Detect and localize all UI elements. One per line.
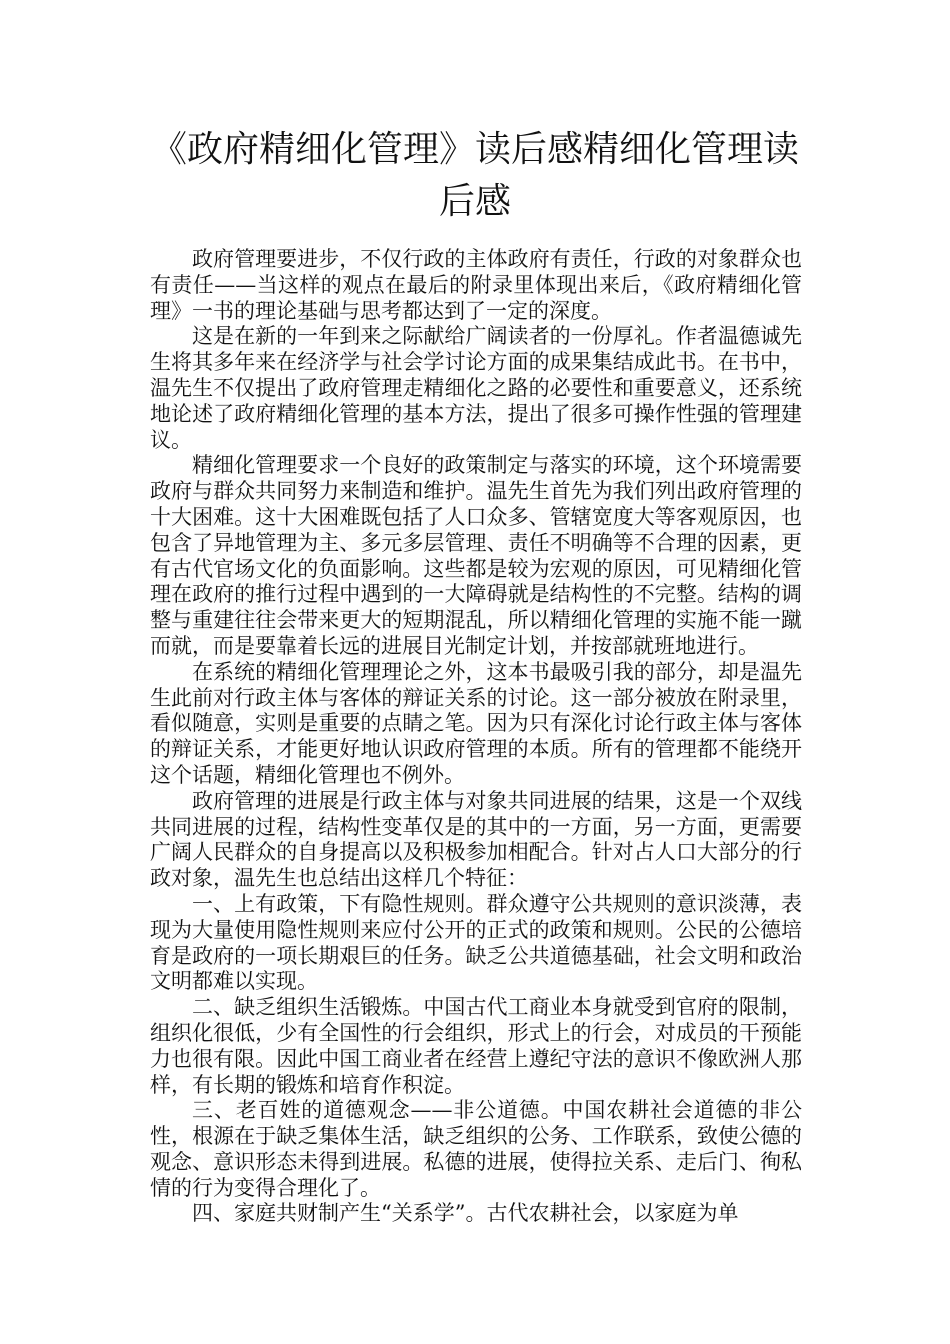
paragraph: 二、缺乏组织生活锻炼。中国古代工商业本身就受到官府的限制，组织化很低，少有全国性的行会组织，形式上的行会，对成员的干预能力也很有限。因此中国工商业者在经营上遵纪守法的意识不像欧洲人那样，有长期的锻炼和培育作积淀。 <box>150 995 802 1097</box>
paragraph: 政府管理要进步，不仅行政的主体政府有责任，行政的对象群众也有责任——当这样的观点在最后的附录里体现出来后，《政府精细化管理》一书的理论基础与思考都达到了一定的深度。 <box>150 247 802 323</box>
paragraph: 精细化管理要求一个良好的政策制定与落实的环境，这个环境需要政府与群众共同努力来制造和维护。温先生首先为我们列出政府管理的十大困难。这十大困难既包括了人口众多、管辖宽度大等客观原因，也包含了异地管理为主、多元多层管理、责任不明确等不合理的因素，更有古代官场文化的负面影响。这些都是较为宏观的原因，可见精细化管理在政府的推行过程中遇到的一大障碍就是结构性的不完整。结构的调整与重建往往会带来更大的短期混乱，所以精细化管理的实施不能一蹴而就，而是要靠着长远的进展目光制定计划，并按部就班地进行。 <box>150 453 802 658</box>
paragraph: 三、老百姓的道德观念——非公道德。中国农耕社会道德的非公性，根源在于缺乏集体生活，缺乏组织的公务、工作联系，致使公德的观念、意识形态未得到进展。私德的进展，使得拉关系、走后门、徇私情的行为变得合理化了。 <box>150 1098 802 1200</box>
document-title: 《政府精细化管理》读后感精细化管理读后感 <box>150 129 799 222</box>
document-body <box>150 247 802 1227</box>
paragraph: 一、上有政策，下有隐性规则。群众遵守公共规则的意识淡薄，表现为大量使用隐性规则来应付公开的正式的政策和规则。公民的公德培育是政府的一项长期艰巨的任务。缺乏公共道德基础，社会文明和政治文明都难以实现。 <box>150 891 802 994</box>
paragraph: 四、家庭共财制产生“关系学”。古代农耕社会，以家庭为单 <box>192 1201 739 1226</box>
paragraph: 政府管理的进展是行政主体与对象共同进展的结果，这是一个双线共同进展的过程，结构性变革仅是的其中的一方面，另一方面，更需要广阔人民群众的自身提高以及积极参加相配合。针对占人口大部分的行政对象，温先生也总结出这样几个特征： <box>150 788 802 891</box>
paragraph: 在系统的精细化管理理论之外，这本书最吸引我的部分，却是温先生此前对行政主体与客体的辩证关系的讨论。这一部分被放在附录里，看似随意，实则是重要的点睛之笔。因为只有深化讨论行政主体与客体的辩证关系，才能更好地认识政府管理的本质。所有的管理都不能绕开这个话题，精细化管理也不例外。 <box>150 659 802 787</box>
paragraph: 这是在新的一年到来之际献给广阔读者的一份厚礼。作者温德诚先生将其多年来在经济学与社会学讨论方面的成果集结成此书。在书中，温先生不仅提出了政府管理走精细化之路的必要性和重要意义，还系统地论述了政府精细化管理的基本方法，提出了很多可操作性强的管理建议。 <box>150 324 802 452</box>
